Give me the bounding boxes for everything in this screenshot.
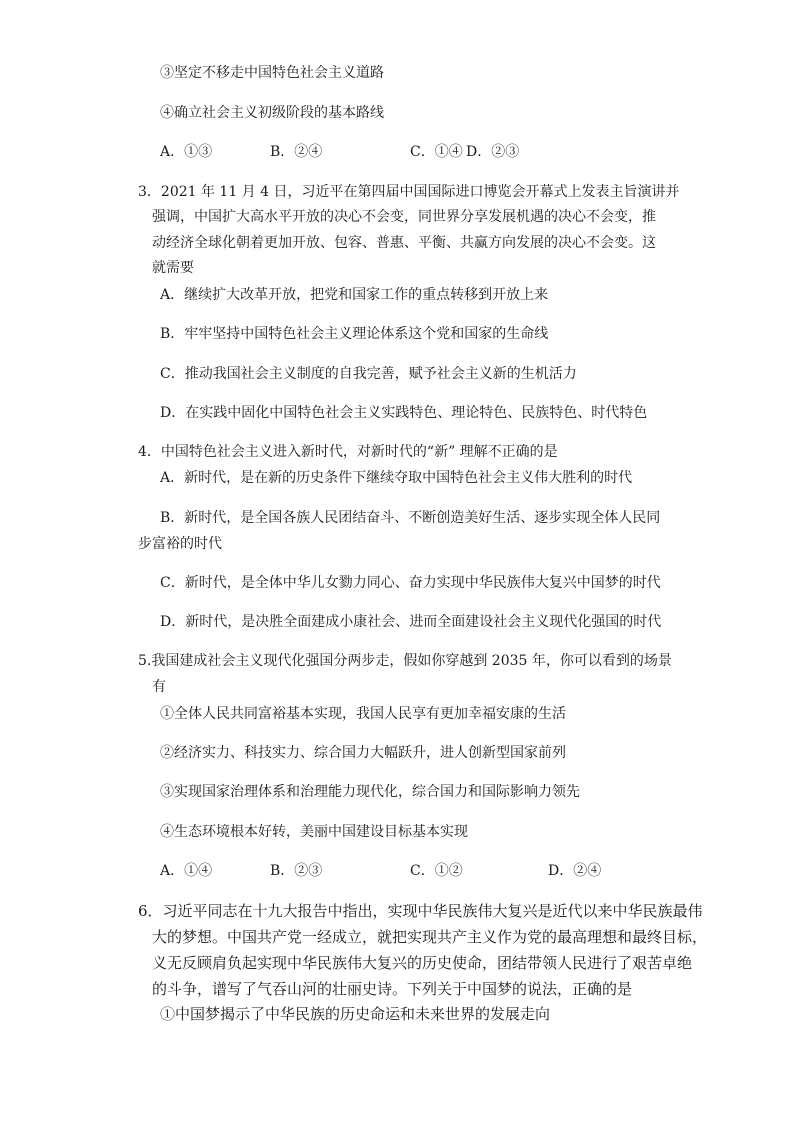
q3-stem-line-3: 动经济全球化朝着更加开放、包容、普惠、平衡、共赢方向发展的决心不会变。这 — [152, 235, 656, 251]
q3-option-d[interactable]: D．在实践中固化中国特色社会主义实践特色、理论特色、民族特色、时代特色 — [160, 405, 648, 421]
q4-option-c[interactable]: C．新时代，是全体中华儿女勠力同心、奋力实现中华民族伟大复兴中国梦的时代 — [160, 575, 661, 591]
q6-stem-line-4: 的斗争，谱写了气吞山河的壮丽史诗。下列关于中国梦的说法，正确的是 — [152, 980, 633, 998]
q2-item-3: ③坚定不移走中国特色社会主义道路 — [160, 65, 384, 81]
q4-option-b-line-1[interactable]: B．新时代，是全国各族人民团结奋斗、不断创造美好生活、逐步实现全体人民同 — [160, 510, 661, 526]
q5-option-d[interactable]: D．②④ — [548, 863, 602, 879]
q6-stem-line-3: 义无反顾肩负起实现中华民族伟大复兴的历史使命，团结带领人民进行了艰苦卓绝 — [152, 954, 693, 972]
q5-option-b[interactable]: B．②③ — [270, 863, 323, 879]
q3-option-a[interactable]: A．继续扩大改革开放，把党和国家工作的重点转移到开放上来 — [160, 287, 549, 303]
q6-stem-line-1: 6．习近平同志在十九大报告中指出，实现中华民族伟大复兴是近代以来中华民族最伟 — [138, 902, 703, 920]
q3-stem-line-1: 3．2021 年 11 月 4 日，习近平在第四届中国国际进口博览会开幕式上发表主旨演讲并 — [138, 184, 680, 200]
q2-option-d[interactable]: D．②③ — [466, 144, 520, 160]
q3-option-c[interactable]: C．推动我国社会主义制度的自我完善，赋予社会主义新的生机活力 — [160, 366, 577, 382]
q5-stem-line-2: 有 — [152, 679, 166, 695]
q2-item-4: ④确立社会主义初级阶段的基本路线 — [160, 105, 384, 121]
q5-stem-line-1: 5.我国建成社会主义现代化强国分两步走，假如你穿越到 2035 年，你可以看到的场景 — [138, 653, 672, 669]
q3-stem-line-4: 就需要 — [152, 260, 194, 276]
q4-option-b-line-2: 步富裕的时代 — [138, 536, 222, 552]
q2-option-b[interactable]: B．②④ — [270, 144, 323, 160]
q6-item-1: ①中国梦揭示了中华民族的历史命运和未来世界的发展走向 — [160, 1005, 551, 1023]
q2-option-c[interactable]: C．①④ — [410, 144, 463, 160]
q5-option-c[interactable]: C．①② — [410, 863, 463, 879]
q4-option-a[interactable]: A．新时代，是在新的历史条件下继续夺取中国特色社会主义伟大胜利的时代 — [160, 470, 633, 486]
q2-option-a[interactable]: A．①③ — [160, 144, 213, 160]
q4-stem: 4．中国特色社会主义进入新时代，对新时代的“新” 理解不正确的是 — [138, 444, 558, 460]
q4-option-d[interactable]: D．新时代，是决胜全面建成小康社会、进而全面建设社会主义现代化强国的时代 — [160, 614, 662, 630]
q5-item-2: ②经济实力、科技实力、综合国力大幅跃升，进人创新型国家前列 — [160, 745, 566, 761]
q6-stem-line-2: 大的梦想。中国共产党一经成立，就把实现共产主义作为党的最高理想和最终目标， — [152, 928, 708, 946]
q3-stem-line-2: 强调，中国扩大高水平开放的决心不会变，同世界分享发展机遇的决心不会变，推 — [152, 209, 656, 225]
q5-item-4: ④生态环境根本好转，美丽中国建设目标基本实现 — [160, 824, 468, 840]
q5-option-a[interactable]: A．①④ — [160, 863, 213, 879]
q3-option-b[interactable]: B．牢牢坚持中国特色社会主义理论体系这个党和国家的生命线 — [160, 326, 549, 342]
q5-item-3: ③实现国家治理体系和治理能力现代化，综合国力和国际影响力领先 — [160, 784, 580, 800]
q5-item-1: ①全体人民共同富裕基本实现，我国人民享有更加幸福安康的生活 — [160, 706, 566, 722]
